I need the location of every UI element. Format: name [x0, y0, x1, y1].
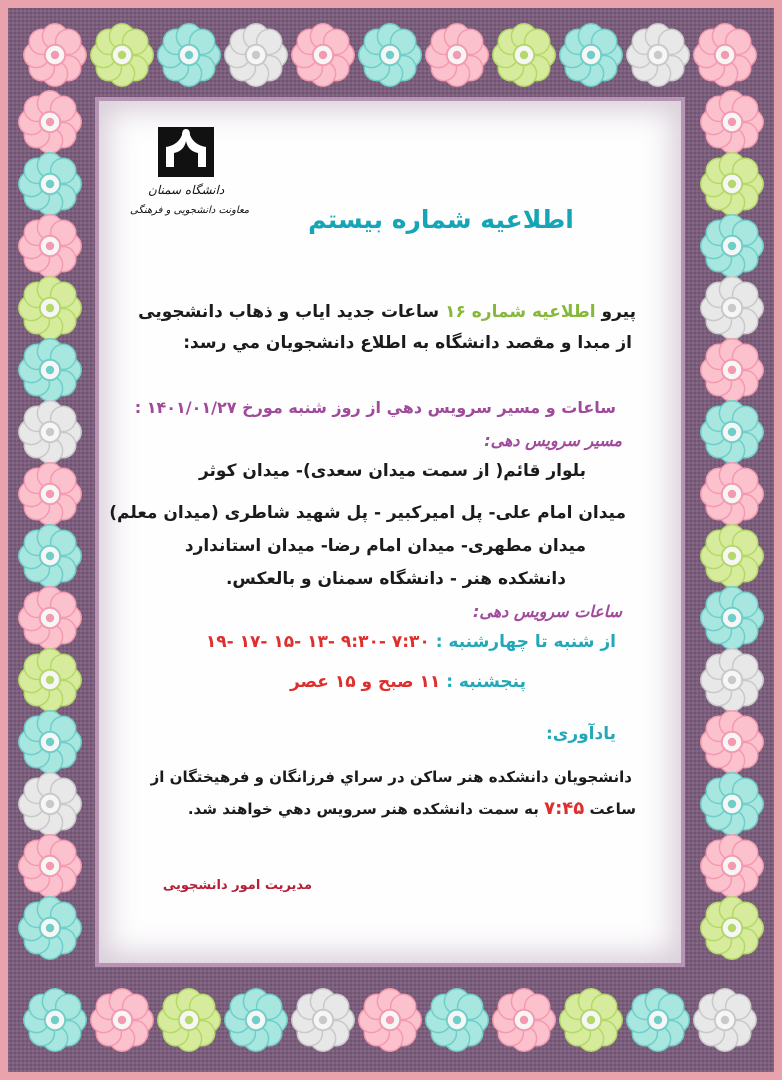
signature: مدیریت امور دانشجویی: [162, 878, 312, 893]
flower-icon: [701, 401, 763, 463]
flower-icon: [158, 24, 220, 86]
flower-icon: [701, 339, 763, 401]
reminder-time: ۷:۴۵: [544, 798, 585, 819]
weekdays-label: از شنبه تا چهارشنبه :: [435, 632, 616, 652]
flower-icon: [694, 24, 756, 86]
flower-icon: [225, 24, 287, 86]
university-name: دانشگاه سمنان: [148, 183, 225, 197]
flower-icon: [19, 835, 81, 897]
flower-icon: [19, 339, 81, 401]
deputy-name: معاونت دانشجویی و فرهنگی: [130, 205, 250, 216]
route-line-3: میدان مطهری- میدان امام رضا- میدان استاندارد: [184, 536, 586, 556]
flower-icon: [225, 989, 287, 1051]
flower-icon: [19, 649, 81, 711]
weekdays-times: ۷:۳۰ -۹:۳۰ -۱۳ -۱۵ -۱۷ -۱۹: [205, 632, 430, 652]
flower-icon: [19, 401, 81, 463]
flower-icon: [560, 24, 622, 86]
reminder-line-1: دانشجویان دانشکده هنر ساکن در سراي فرزانگان و فرهیختگان از: [150, 768, 632, 786]
flower-icon: [493, 24, 555, 86]
flower-icon: [701, 773, 763, 835]
flower-icon: [701, 91, 763, 153]
flower-icon: [701, 897, 763, 959]
flower-icon: [359, 989, 421, 1051]
thursday-label: پنجشنبه :: [446, 672, 526, 692]
intro-prefix: پیرو: [601, 302, 636, 322]
flower-icon: [701, 525, 763, 587]
flower-icon: [701, 463, 763, 525]
flower-icon: [19, 277, 81, 339]
flower-icon: [493, 989, 555, 1051]
route-line-4: دانشکده هنر - دانشگاه سمنان و بالعکس.: [225, 569, 566, 589]
reminder-suffix: به سمت دانشکده هنر سرویس دهي خواهند شد.: [187, 800, 539, 818]
flower-icon: [19, 463, 81, 525]
flower-icon: [627, 989, 689, 1051]
flower-icon: [560, 989, 622, 1051]
flower-icon: [19, 897, 81, 959]
flower-icon: [24, 24, 86, 86]
route-line-1: بلوار قائم( از سمت میدان سعدی)- میدان کوثر: [198, 461, 586, 481]
flower-icon: [701, 649, 763, 711]
flower-icon: [19, 587, 81, 649]
flower-icon: [19, 525, 81, 587]
flower-icon: [627, 24, 689, 86]
page-title: اطلاعیه شماره بیستم: [308, 205, 574, 234]
flower-icon: [359, 24, 421, 86]
flower-icon: [19, 711, 81, 773]
flower-icon: [701, 835, 763, 897]
flower-icon: [701, 587, 763, 649]
thursday-times: ۱۱ صبح و ۱۵ عصر: [289, 672, 441, 692]
intro-highlight: اطلاعیه شماره ۱۶: [445, 302, 596, 322]
flower-icon: [426, 989, 488, 1051]
route-line-2: میدان امام علی- پل امیرکبیر - پل شهید شاطری (میدان معلم): [109, 503, 626, 523]
flower-icon: [19, 773, 81, 835]
route-heading: مسیر سرویس دهی:: [484, 431, 622, 450]
weekdays-row: [206, 632, 616, 652]
flower-icon: [158, 989, 220, 1051]
flower-icon: [91, 989, 153, 1051]
flower-icon: [24, 989, 86, 1051]
intro-suffix: ساعات جدید ایاب و ذهاب دانشجویی: [138, 302, 440, 322]
reminder-prefix: ساعت: [589, 800, 636, 818]
flower-icon: [292, 989, 354, 1051]
reminder-heading: یادآوری:: [545, 724, 616, 744]
flower-icon: [426, 24, 488, 86]
schedule-heading: ساعات و مسیر سرویس دهي از روز شنبه مورخ ۱۴۰۱/۰۱/۲۷ :: [134, 398, 616, 417]
intro-line-2: از مبدا و مقصد دانشگاه به اطلاع دانشجویان مي رسد:: [183, 333, 632, 353]
thursday-row: [290, 672, 526, 692]
flower-icon: [701, 711, 763, 773]
flower-icon: [694, 989, 756, 1051]
flower-icon: [701, 277, 763, 339]
hours-heading: ساعات سرویس دهی:: [472, 602, 622, 621]
flower-icon: [19, 91, 81, 153]
flower-icon: [292, 24, 354, 86]
reminder-line-2: [188, 798, 636, 819]
flower-icon: [91, 24, 153, 86]
intro-line-1: [138, 302, 636, 322]
